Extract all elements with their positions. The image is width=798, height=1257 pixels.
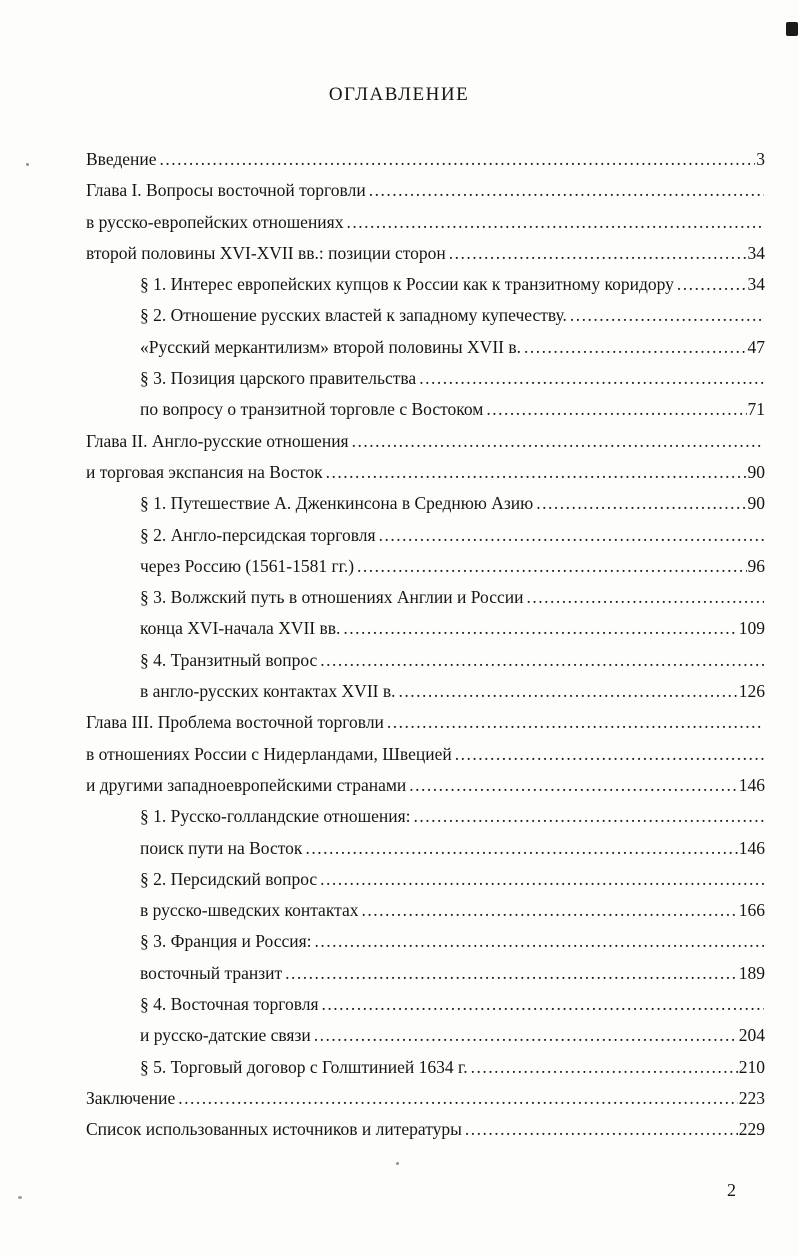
toc-entry-text: восточный транзит (140, 962, 283, 983)
toc-leader-dots (352, 426, 764, 457)
toc-entry-page: 34 (747, 242, 765, 263)
toc-entry (86, 551, 765, 582)
toc-entry (86, 488, 765, 519)
scan-artifact-corner (786, 22, 798, 36)
scan-artifact-speck (18, 1196, 22, 1199)
toc-entry-text: Глава I. Вопросы восточной торговли (86, 180, 366, 201)
toc-leader-dots (320, 864, 764, 895)
toc-leader-dots (369, 175, 764, 206)
toc-list (86, 144, 765, 1146)
toc-entry (86, 645, 765, 676)
toc-entry (86, 833, 765, 864)
toc-leader-dots (357, 551, 746, 582)
toc-entry (86, 707, 765, 738)
toc-entry-page: 90 (747, 493, 765, 514)
toc-entry-text: Заключение (86, 1087, 176, 1108)
toc-entry-text: по вопросу о транзитной торговле с Востоком (140, 399, 484, 420)
toc-entry-text: в русско-европейских отношениях (86, 211, 344, 232)
toc-leader-dots (471, 1052, 738, 1083)
toc-entry (86, 1114, 765, 1145)
toc-entry-text: и другими западноевропейскими странами (86, 774, 407, 795)
toc-entry-text: второй половины XVI-XVII вв.: позиции сторон (86, 242, 446, 263)
toc-leader-dots (536, 488, 746, 519)
toc-entry-text: § 4. Восточная торговля (140, 994, 319, 1015)
toc-entry-text: и русско-датские связи (140, 1025, 311, 1046)
toc-entry (86, 895, 765, 926)
toc-entry-page: 90 (747, 461, 765, 482)
toc-leader-dots (486, 394, 746, 425)
toc-entry-page: 109 (738, 618, 765, 639)
toc-entry (86, 801, 765, 832)
toc-entry (86, 175, 765, 206)
toc-leader-dots (465, 1114, 738, 1145)
toc-entry-text: § 1. Русско-голландские отношения: (140, 806, 411, 827)
toc-entry-page: 126 (738, 681, 765, 702)
toc-entry (86, 613, 765, 644)
toc-entry-text: § 1. Путешествие А. Дженкинсона в Среднюю Азию (140, 493, 534, 514)
toc-leader-dots (409, 770, 737, 801)
toc-entry (86, 989, 765, 1020)
toc-leader-dots (178, 1083, 738, 1114)
toc-entry (86, 1052, 765, 1083)
toc-entry (86, 332, 765, 363)
toc-entry-text: поиск пути на Восток (140, 837, 303, 858)
toc-leader-dots (387, 707, 764, 738)
toc-entry-text: § 2. Персидский вопрос (140, 868, 318, 889)
toc-entry-page: 96 (747, 555, 765, 576)
toc-entry (86, 1020, 765, 1051)
toc-leader-dots (399, 676, 738, 707)
toc-leader-dots (326, 457, 747, 488)
toc-entry-text: и торговая экспансия на Восток (86, 461, 323, 482)
toc-leader-dots (455, 739, 764, 770)
toc-entry-text: конца XVI-начала XVII вв. (140, 618, 341, 639)
toc-entry-text: через Россию (1561-1581 гг.) (140, 555, 355, 576)
toc-entry (86, 582, 765, 613)
toc-entry (86, 676, 765, 707)
toc-entry-text: Список использованных источников и литературы (86, 1119, 462, 1140)
toc-leader-dots (285, 958, 738, 989)
toc-entry-text: § 3. Франция и Россия: (140, 931, 312, 952)
toc-entry-text: § 2. Англо-персидская торговля (140, 524, 376, 545)
toc-leader-dots (570, 300, 764, 331)
toc-entry-text: Введение (86, 149, 157, 169)
toc-leader-dots (346, 207, 764, 238)
toc-entry (86, 926, 765, 957)
toc-leader-dots (414, 801, 764, 832)
toc-leader-dots (314, 1020, 738, 1051)
toc-entry-text: § 1. Интерес европейских купцов к России как к транзитному коридору (140, 274, 674, 295)
toc-entry-text: в англо-русских контактах XVII в. (140, 681, 396, 702)
toc-entry-page: 146 (738, 837, 765, 858)
toc-entry-text: Глава II. Англо-русские отношения (86, 430, 349, 451)
toc-entry (86, 520, 765, 551)
toc-entry (86, 144, 765, 175)
toc-leader-dots (160, 144, 756, 175)
toc-entry-text: § 2. Отношение русских властей к западному купечеству. (140, 305, 567, 326)
toc-entry (86, 269, 765, 300)
toc-leader-dots (361, 895, 737, 926)
toc-entry-page: 229 (738, 1119, 765, 1140)
toc-leader-dots (322, 989, 764, 1020)
toc-entry-text: в русско-шведских контактах (140, 900, 359, 921)
page-title: ОГЛАВЛЕНИЕ (328, 84, 470, 105)
toc-entry-page: 34 (747, 274, 765, 295)
toc-entry (86, 207, 765, 238)
toc-entry-page: 166 (738, 900, 765, 921)
toc-leader-dots (419, 363, 764, 394)
toc-leader-dots (449, 238, 747, 269)
toc-entry (86, 426, 765, 457)
toc-entry-text: § 3. Позиция царского правительства (140, 368, 417, 389)
toc-leader-dots (315, 926, 764, 957)
toc-leader-dots (379, 520, 764, 551)
toc-entry-text: в отношениях России с Нидерландами, Швецией (86, 743, 452, 764)
toc-leader-dots (524, 332, 747, 363)
scan-artifact-speck (396, 1162, 399, 1165)
toc-entry-text: § 4. Транзитный вопрос (140, 649, 318, 670)
toc-leader-dots (320, 645, 764, 676)
toc-leader-dots (677, 269, 747, 300)
toc-entry-text: § 3. Волжский путь в отношениях Англии и России (140, 587, 524, 608)
page-number: 2 (727, 1180, 736, 1200)
toc-entry (86, 770, 765, 801)
toc-entry-page: 3 (756, 149, 765, 169)
toc-entry-text: «Русский меркантилизм» второй половины XVII в. (140, 336, 521, 357)
toc-entry-page: 146 (738, 774, 765, 795)
toc-entry (86, 394, 765, 425)
toc-entry-page: 189 (738, 962, 765, 983)
toc-leader-dots (343, 613, 737, 644)
toc-entry-page: 210 (738, 1056, 765, 1077)
toc-entry-text: § 5. Торговый договор с Голштинией 1634 г. (140, 1056, 468, 1077)
toc-entry (86, 300, 765, 331)
toc-entry (86, 1083, 765, 1114)
toc-leader-dots (527, 582, 764, 613)
toc-entry (86, 457, 765, 488)
scan-artifact-speck (26, 163, 29, 166)
toc-entry (86, 864, 765, 895)
toc-entry-page: 71 (747, 399, 765, 420)
toc-entry (86, 363, 765, 394)
toc-entry (86, 739, 765, 770)
toc-leader-dots (305, 833, 737, 864)
toc-entry (86, 238, 765, 269)
toc-entry-page: 223 (738, 1087, 765, 1108)
toc-entry-text: Глава III. Проблема восточной торговли (86, 712, 384, 733)
toc-entry-page: 204 (738, 1025, 765, 1046)
toc-entry (86, 958, 765, 989)
toc-entry-page: 47 (747, 336, 765, 357)
